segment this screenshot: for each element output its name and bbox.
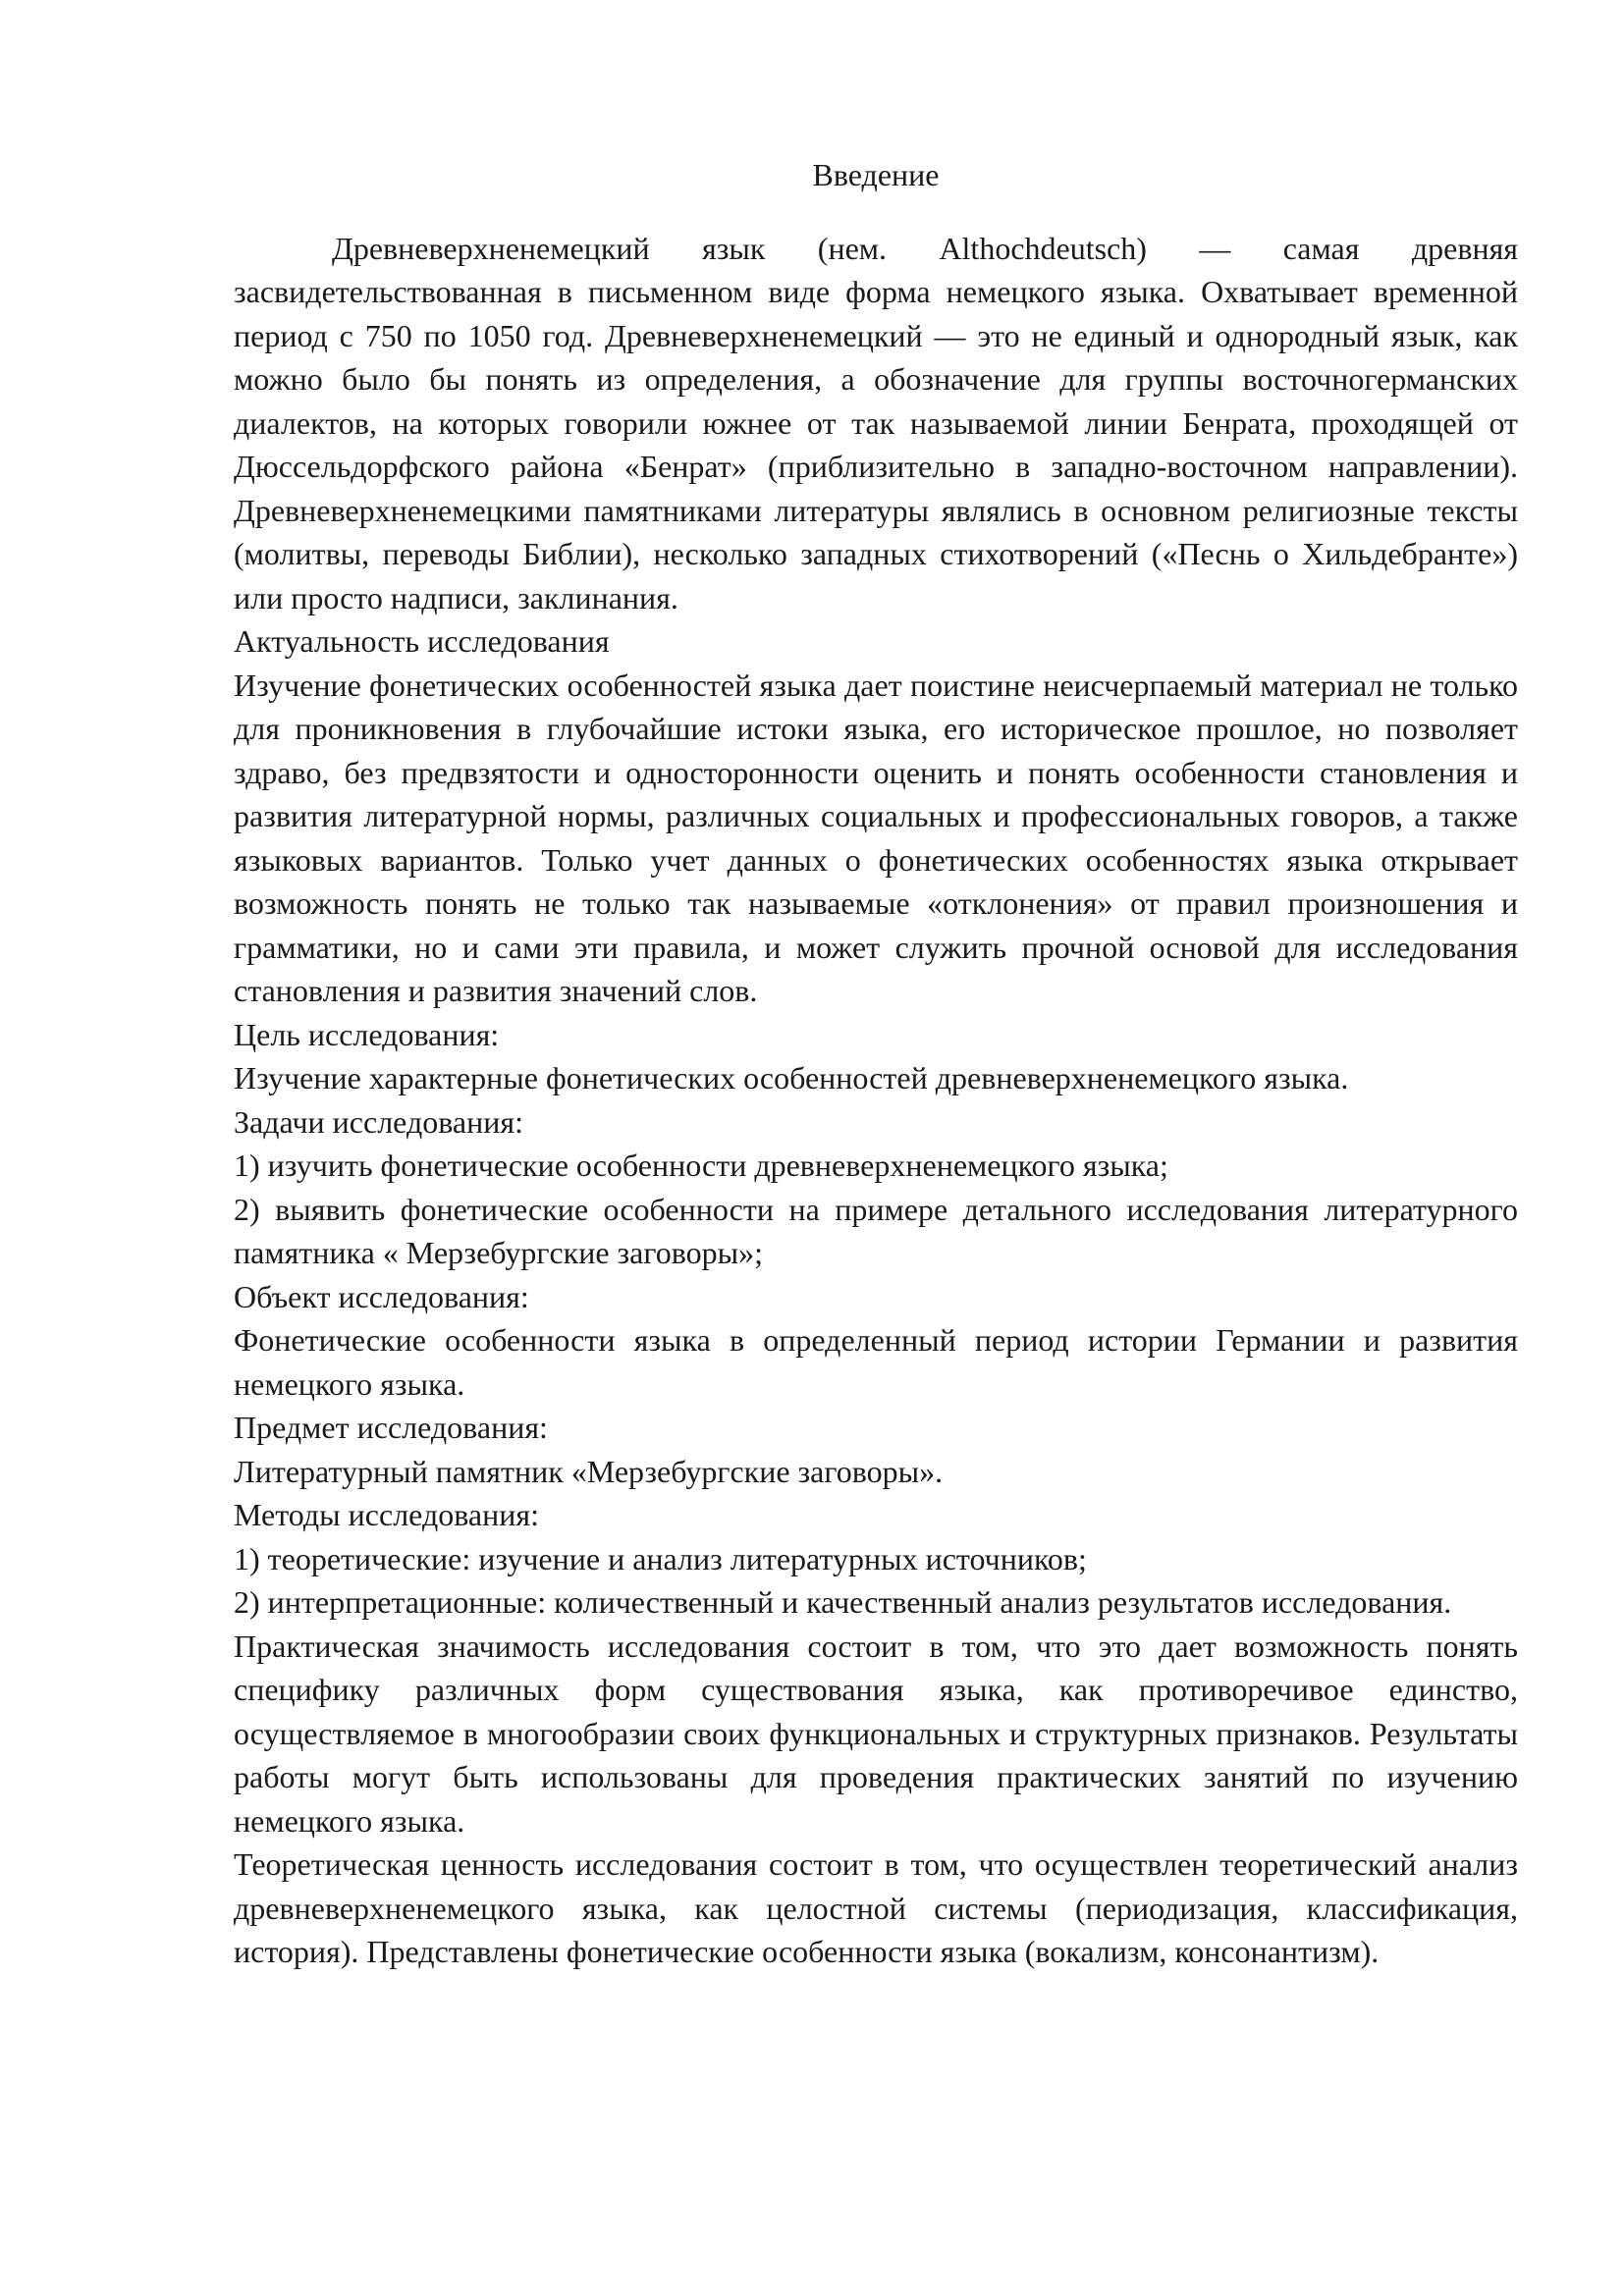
theoretical-value-paragraph: Теоретическая ценность исследования состоит в том, что осуществлен теоретический анализ древневерхненемецкого языка, как целостной системы (периодизация, классификация, история). Представлены фонетические особенности языка (вокализм, консонантизм). <box>234 1846 1518 1969</box>
page-title: Введение <box>812 157 940 192</box>
document-body <box>234 153 1518 1974</box>
goal-paragraph: Изучение характерные фонетических особенностей древневерхненемецкого языка. <box>234 1060 1349 1095</box>
subject-paragraph: Литературный памятник «Мерзебургские заговоры». <box>234 1453 944 1489</box>
methods-heading: Методы исследования: <box>234 1497 539 1532</box>
object-paragraph: Фонетические особенности языка в определенный период истории Германии и развития немецкого языка. <box>234 1322 1518 1402</box>
object-heading: Объект исследования: <box>234 1278 529 1314</box>
relevance-heading: Актуальность исследования <box>234 623 610 659</box>
task-item: 1) изучить фонетические особенности древневерхненемецкого языка; <box>234 1148 1168 1183</box>
tasks-heading: Задачи исследования: <box>234 1103 523 1140</box>
intro-paragraph: Древневерхненемецкий язык (нем. Althochdeutsch) — самая древняя засвидетельствованная в письменном виде форма немецкого языка. Охватывает временной период с 750 по 1050 год. Древневерхненемецкий — это не единый и однородный язык, как можно было бы понять из определения, а обозначение для группы восточногерманских диалектов, на которых говорили южнее от так называемой линии Бенрата, проходящей от Дюссельдорфского района «Бенрат» (приблизительно в западно-восточном направлении). Древневерхненемецкими памятниками литературы являлись в основном религиозные тексты (молитвы, переводы Библии), несколько западных стихотворений («Песнь о Хильдебранте») или просто надписи, заклинания. <box>234 230 1518 615</box>
relevance-paragraph: Изучение фонетических особенностей языка дает поистине неисчерпаемый материал не только для проникновения в глубочайшие истоки языка, его историческое прошлое, но позволяет здраво, без предвзятости и односторонности оценить и понять особенности становления и развития литературной нормы, различных социальных и профессиональных говоров, а также языковых вариантов. Только учет данных о фонетических особенностях языка открывает возможность понять не только так называемые «отклонения» от правил произношения и грамматики, но и сами эти правила, и может служить прочной основой для исследования становления и развития значений слов. <box>234 667 1518 1008</box>
task-item: 2) выявить фонетические особенности на примере детального исследования литературного памятника « Мерзебургские заговоры»; <box>234 1191 1518 1270</box>
subject-heading: Предмет исследования: <box>234 1410 548 1445</box>
method-item: 2) интерпретационные: количественный и качественный анализ результатов исследования. <box>234 1584 1452 1620</box>
method-item: 1) теоретические: изучение и анализ литературных источников; <box>234 1540 1087 1576</box>
practical-significance-paragraph: Практическая значимость исследования состоит в том, что это дает возможность понять специфику различных форм существования языка, как противоречивое единство, осуществляемое в многообразии своих функциональных и структурных признаков. Результаты работы могут быть использованы для проведения практических занятий по изучению немецкого языка. <box>234 1628 1518 1839</box>
goal-heading: Цель исследования: <box>234 1016 500 1052</box>
